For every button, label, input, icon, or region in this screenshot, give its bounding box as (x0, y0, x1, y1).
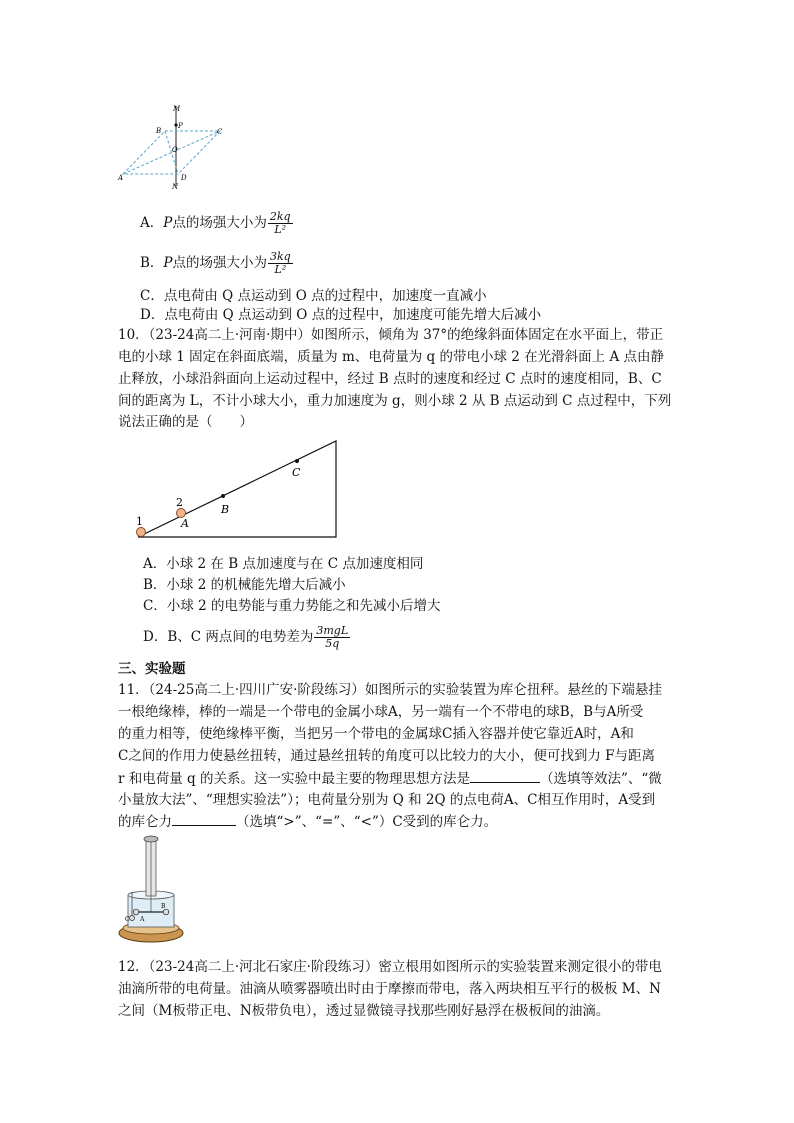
q9-option-b-fraction (268, 251, 293, 276)
q11-label-c: C (125, 916, 130, 923)
q11-label-a: A (140, 916, 145, 923)
q11-stem-line-7 (118, 812, 497, 831)
q9-label-a: A (118, 174, 124, 182)
q9-option-b-denominator: L² (274, 263, 287, 276)
section-heading: 三、实验题 (118, 661, 186, 677)
q11-answer-blank-1[interactable] (470, 769, 540, 783)
q9-option-a-var: P (163, 215, 173, 231)
q11-stem-line-1: 11．（24-25高二上·四川广安·阶段练习）如图所示的实验装置为库仑扭秤。悬丝的下端悬挂 (118, 682, 662, 698)
q11-stem-line-3: 的重力相等，使绝缘棒平衡，当把另一个带电的金属球C插入容器并使它靠近A时，A和 (118, 726, 634, 742)
q9-label-n: N (172, 183, 179, 191)
q10-incline-figure (130, 436, 345, 542)
q10-point-c (295, 459, 299, 463)
q9-label-c: C (217, 128, 223, 136)
q10-label-a: A (181, 517, 189, 530)
q9-rhombus-figure (115, 100, 230, 192)
q11-stem-line-6: 小量放大法”、“理想实验法”）；电荷量分别为 Q 和 2Q 的点电荷A、C相互作用时，A受到 (118, 792, 656, 808)
q11-knob (144, 836, 158, 842)
q9-option-b-prefix: B． (140, 255, 164, 271)
q10-option-c: C．小球 2 的电势能与重力势能之和先减小后增大 (143, 598, 441, 614)
q9-option-b-text: 点的场强大小为 (172, 255, 268, 271)
q10-option-d (143, 617, 350, 657)
q10-label-ball-2: 2 (176, 496, 183, 509)
q11-answer-blank-2[interactable] (172, 812, 236, 826)
q10-option-a: A．小球 2 在 B 点加速度与在 C 点加速度相同 (143, 556, 424, 572)
q9-option-d: D．点电荷由 Q 点运动到 O 点的过程中，加速度可能先增大后减小 (140, 307, 542, 323)
q10-stem-line-1: 10．（23-24高二上·河南·期中）如图所示，倾角为 37°的绝缘斜面体固定在水平面上，带正 (118, 327, 664, 343)
q10-label-ball-1: 1 (136, 515, 143, 528)
q11-stem-line-5 (118, 769, 662, 788)
q10-ball-1 (137, 528, 146, 537)
q12-stem-line-2: 油滴所带的电荷量。油滴从喷雾器喷出时由于摩擦而带电，落入两块相互平行的极板 M、N (118, 981, 661, 997)
q11-stem-line-4: C之间的作用力使悬丝扭转，通过悬丝扭转的角度可以比较力的大小，便可找到力 F与距离 (118, 748, 655, 764)
q10-option-d-fraction (314, 625, 350, 650)
q10-stem-line-2: 电的小球 1 固定在斜面底端，质量为 m、电荷量为 q 的带电小球 2 在光滑斜面上 A 点由静 (118, 349, 664, 365)
q11-label-b: B (161, 903, 166, 910)
q11-torsion-balance-figure (116, 832, 186, 947)
q10-stem-line-4: 间的距离为 L，不计小球大小，重力加速度为 g，则小球 2 从 B 点运动到 C 点过程中，下列 (118, 393, 672, 409)
q11-line-7-start: 的库仑力 (118, 814, 172, 830)
q10-option-d-denominator: 5q (325, 637, 340, 650)
q9-option-b-numerator: 3kq (270, 250, 291, 263)
q11-line-7-end: （选填“>”、“=”、“<”）C受到的库仑力。 (236, 814, 498, 830)
q9-option-a-numerator: 2kq (269, 210, 291, 223)
q9-label-b: B (156, 127, 162, 135)
q11-ball-a (133, 909, 139, 915)
q11-ball-c (130, 916, 135, 921)
q10-stem-line-3: 止释放，小球沿斜面向上运动过程中，经过 B 点时的速度和经过 C 点时的速度相同，B、C (118, 371, 662, 387)
q9-option-a-text: 点的场强大小为 (172, 215, 267, 231)
q9-option-a-fraction (268, 211, 293, 236)
q9-option-a-prefix: A． (140, 215, 164, 231)
q9-label-m: M (173, 105, 181, 113)
q12-stem-line-3: 之间（M板带正电、N板带负电），透过显微镜寻找那些刚好悬浮在极板间的油滴。 (118, 1003, 610, 1019)
q10-option-d-numerator: 3mgL (316, 624, 349, 637)
q9-label-p: P (178, 122, 183, 130)
q10-label-b: B (221, 503, 230, 516)
q10-option-b: B．小球 2 的机械能先增大后减小 (143, 577, 346, 593)
q9-option-a-denominator: L² (274, 223, 287, 236)
q10-incline (138, 441, 336, 537)
q10-label-c: C (292, 466, 301, 479)
q10-stem-line-5: 说法正确的是（ ） (118, 414, 253, 430)
q9-option-b-var: P (163, 255, 173, 271)
q9-option-c: C．点电荷由 Q 点运动到 O 点的过程中，加速度一直减小 (140, 288, 487, 304)
q11-ball-b (163, 909, 169, 915)
q11-line-5-start: r 和电荷量 q 的关系。这一实验中最主要的物理思想方法是 (118, 771, 470, 787)
q11-stem-line-2: 一根绝缘棒，棒的一端是一个带电的金属小球A，另一端有一个不带电的球B，B与A所受 (118, 704, 644, 720)
q9-option-a (140, 203, 293, 243)
q11-line-5-end: （选填等效法”、“微 (539, 771, 662, 787)
q10-point-b (221, 494, 225, 498)
q9-option-b (140, 243, 293, 283)
q10-option-d-text: D．B、C 两点间的电势差为 (143, 629, 314, 645)
q12-stem-line-1: 12．（23-24高二上·河北石家庄·阶段练习）密立根用如图所示的实验装置来测定很小的带电 (118, 959, 662, 975)
q9-label-d: D (181, 174, 187, 182)
q9-label-o: O (172, 146, 178, 154)
